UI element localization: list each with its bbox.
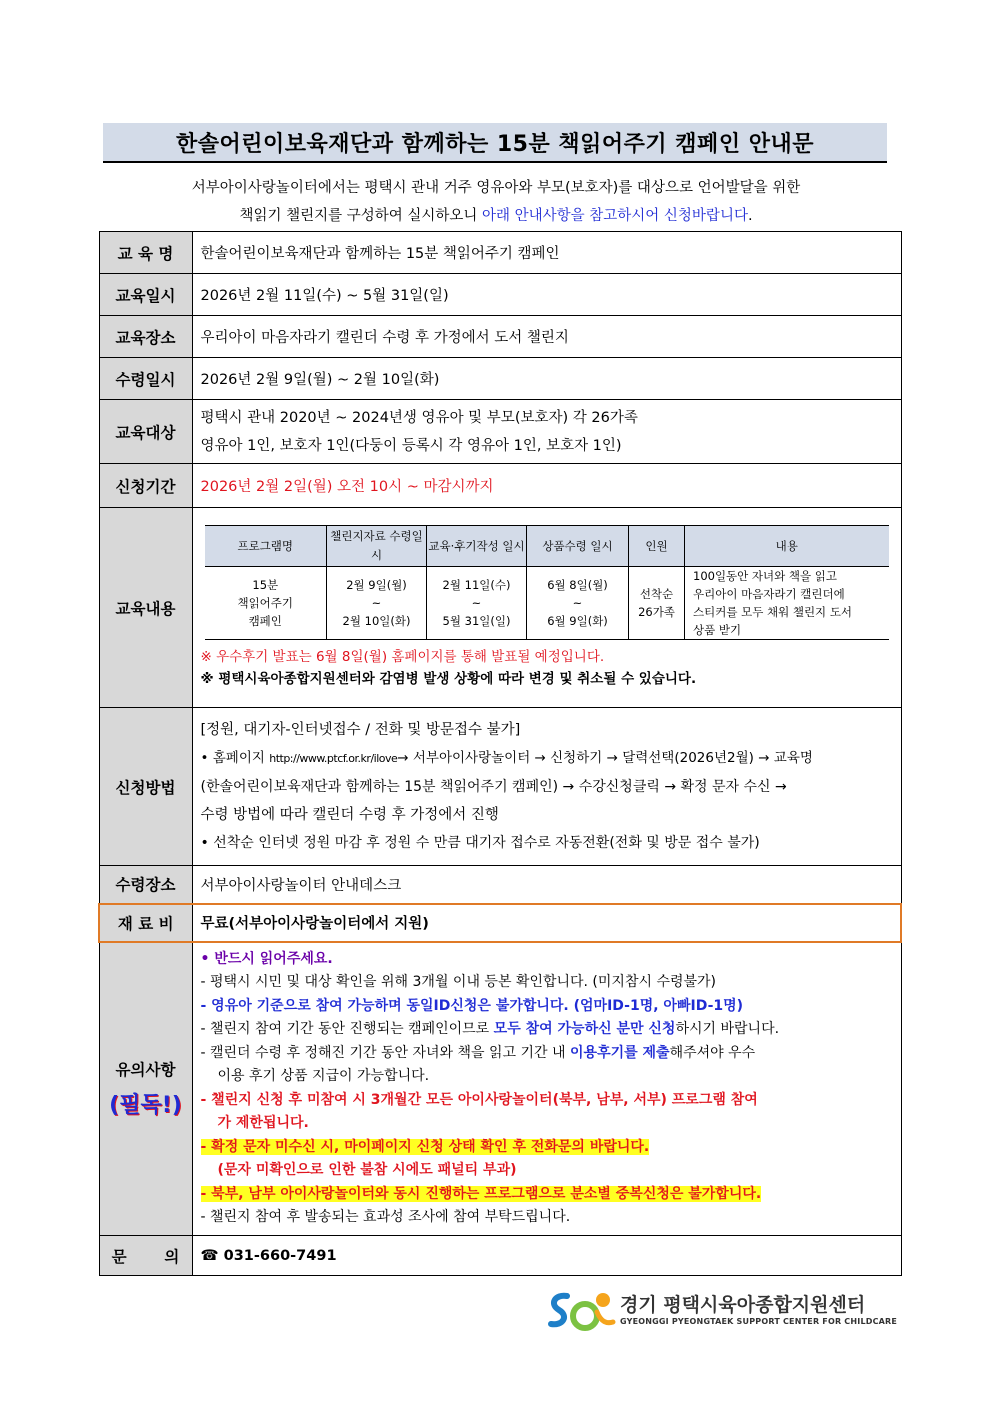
method-line-4: 수령 방법에 따라 캘린더 수령 후 가정에서 진행 [200,807,499,823]
value-method [192,708,901,866]
row-place [99,316,901,358]
value-contact: ☎ 031-660-7491 [192,1236,901,1276]
header-edu: 교육·후기작성 일시 [427,526,527,567]
value-date: 2026년 2월 11일(수) ~ 5월 31일(일) [192,274,901,316]
value-notes [192,942,901,1236]
label-notes: 유의사항 (필독!) [99,942,192,1236]
row-contact [99,1236,901,1276]
note-0: • 반드시 읽어주세요. [200,950,333,967]
center-logo-icon [545,1288,625,1332]
header-receipt: 챌린지자료 수령일시 [327,526,427,567]
cell-prize: 6월 8일(월) ~ 6월 9일(화) [527,567,629,640]
program-row [205,567,889,640]
label-contact: 문 의 [99,1236,192,1276]
row-method [99,708,901,866]
method-line-5: • 선착순 인터넷 정원 마감 후 정원 수 만큼 대기자 접수로 자동전환(전화 및 방문 접수 불가) [200,835,760,851]
must-read-label: (필독!) [109,1093,182,1119]
target-line-1: 평택시 관내 2020년 ~ 2024년생 영유아 및 부모(보호자) 각 26가족 [200,409,638,426]
intro-line-1: 서부아이사랑놀이터에서는 평택시 관내 거주 영유아와 부모(보호자)를 대상으로 언어발달을 위한 [191,180,801,196]
note-3: - 챌린지 참여 기간 동안 진행되는 캠페인이므로 모두 참여 가능하신 분만 신청하시기 바랍니다. [200,1021,780,1038]
cell-receipt: 2월 9일(월) ~ 2월 10일(화) [327,567,427,640]
cell-desc: 100일동안 자녀와 책을 읽고 우리아이 마음자라기 캘린더에 스티커를 모두 채워 챌린지 도서 상품 받기 [685,567,889,640]
label-date: 교육일시 [99,274,192,316]
note-7: - 북부, 남부 아이사랑놀이터와 동시 진행하는 프로그램으로 분소별 중복신청은 불가합니다. [200,1185,762,1202]
header-desc: 내용 [685,526,889,567]
method-line-3: (한솔어린이보육재단과 함께하는 15분 책읽어주기 캠페인) → 수강신청클릭 → 확정 문자 수신 → [200,779,787,795]
program-table [205,525,889,640]
header-program: 프로그램명 [205,526,327,567]
value-fee: 무료(서부아이사랑놀이터에서 지원) [192,904,901,942]
row-fee [99,904,901,942]
footer-org-name: 경기 평택시육아종합지원센터 [620,1294,866,1316]
value-pickup: 서부아이사랑놀이터 안내데스크 [192,866,901,904]
intro-line-2: 책읽기 챌린지를 구성하여 실시하오니 아래 안내사항을 참고하시어 신청바랍니다. [239,208,753,224]
header-prize: 상품수령 일시 [527,526,629,567]
value-period: 2026년 2월 2일(월) 오전 10시 ~ 마감시까지 [192,464,901,508]
homepage-link[interactable]: http://www.ptcf.or.kr/ilove [269,752,398,765]
note-5-cont: 가 제한됩니다. [217,1115,309,1132]
row-pickup [99,866,901,904]
note-1: - 평택시 시민 및 대상 확인을 위해 3개월 이내 등본 확인합니다. (미지참시 수령불가) [200,974,717,991]
value-content [192,508,901,708]
label-target: 교육대상 [99,400,192,464]
row-date [99,274,901,316]
row-name [99,232,901,274]
method-line-1: [정원, 대기자-인터넷접수 / 전화 및 방문접수 불가] [200,722,521,738]
content-note-2: ※ 평택시육아종합지원센터와 감염병 발생 상황에 따라 변경 및 취소될 수 있습니다. [200,671,697,687]
row-receipt-date [99,358,901,400]
label-name: 교 육 명 [99,232,192,274]
note-6-cont: (문자 미확인으로 인한 불참 시에도 패널티 부과) [217,1162,517,1179]
value-place: 우리아이 마음자라기 캘린더 수령 후 가정에서 도서 챌린지 [192,316,901,358]
value-receipt-date: 2026년 2월 9일(월) ~ 2월 10일(화) [192,358,901,400]
note-8: - 챌린지 참여 후 발송되는 효과성 조사에 참여 부탁드립니다. [200,1209,571,1226]
note-4-cont: 이용 후기 상품 지급이 가능합니다. [217,1068,430,1085]
note-4: - 캘린더 수령 후 정해진 기간 동안 자녀와 책을 읽고 기간 내 이용후기를 제출해주셔야 우수 [200,1044,756,1061]
target-line-2: 영유아 1인, 보호자 1인(다둥이 등록시 각 영유아 1인, 보호자 1인) [200,437,622,454]
row-period [99,464,901,508]
content-note-1: ※ 우수후기 발표는 6월 8일(월) 홈페이지를 통해 발표될 예정입니다. [200,649,605,665]
cell-program: 15분 책읽어주기 캠페인 [205,567,327,640]
label-place: 교육장소 [99,316,192,358]
value-name: 한솔어린이보육재단과 함께하는 15분 책읽어주기 캠페인 [192,232,901,274]
footer-org-english: GYEONGGI PYEONGTAEK SUPPORT CENTER FOR CHILDCARE [620,1317,898,1326]
intro-text [100,174,892,230]
cell-edu: 2월 11일(수) ~ 5월 31일(일) [427,567,527,640]
label-pickup: 수령장소 [99,866,192,904]
label-fee: 재 료 비 [99,904,192,942]
document-title: 한솔어린이보육재단과 함께하는 15분 책읽어주기 캠페인 안내문 [103,123,887,163]
label-content: 교육내용 [99,508,192,708]
header-people: 인원 [629,526,685,567]
row-content [99,508,901,708]
cell-people: 선착순 26가족 [629,567,685,640]
note-5: - 챌린지 신청 후 미참여 시 3개월간 모든 아이사랑놀이터(북부, 남부, 서부) 프로그램 참여 [200,1091,758,1108]
method-line-2: • 홈페이지 http://www.ptcf.or.kr/ilove→ 서부아이사랑놀이터 → 신청하기 → 달력선택(2026년2월) → 교육명 [200,750,813,766]
label-period: 신청기간 [99,464,192,508]
label-receipt-date: 수령일시 [99,358,192,400]
value-target [192,400,901,464]
row-notes [99,942,901,1236]
label-method: 신청방법 [99,708,192,866]
note-2: - 영유아 기준으로 참여 가능하며 동일ID신청은 불가합니다. (엄마ID-1명, 아빠ID-1명) [200,997,744,1014]
note-6: - 확정 문자 미수신 시, 마이페이지 신청 상태 확인 후 전화문의 바랍니다. [200,1138,650,1155]
row-target [99,400,901,464]
info-table [98,231,902,1276]
